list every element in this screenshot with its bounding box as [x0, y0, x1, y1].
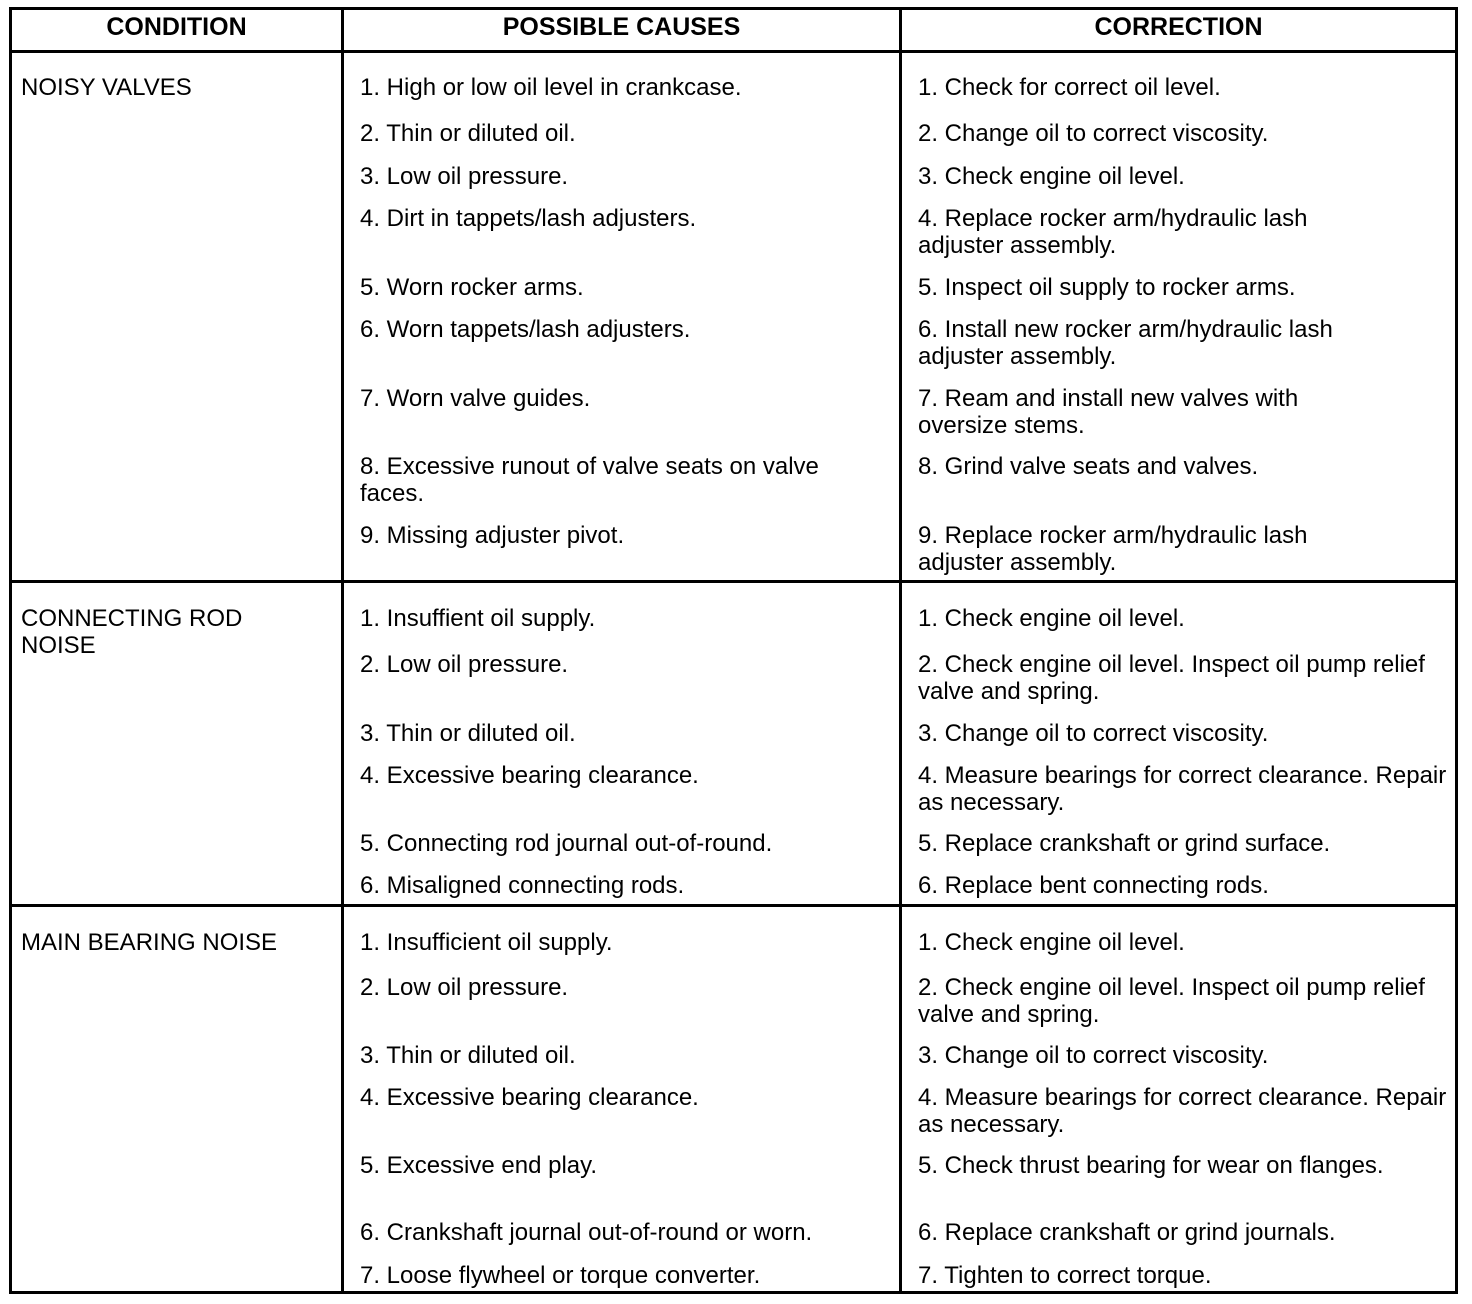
- cause-item: 3. Low oil pressure.: [360, 163, 569, 190]
- condition-connecting-rod-noise: CONNECTING ROD NOISE: [21, 605, 243, 659]
- cause-item: 2. Low oil pressure.: [360, 974, 569, 1001]
- cause-item: 1. Insufficient oil supply.: [360, 929, 613, 956]
- correction-item: 2. Check engine oil level. Inspect oil pump relief valve and spring.: [918, 651, 1425, 705]
- cause-item: 3. Thin or diluted oil.: [360, 720, 576, 747]
- cause-item: 3. Thin or diluted oil.: [360, 1042, 576, 1069]
- cause-item: 7. Loose flywheel or torque converter.: [360, 1262, 761, 1289]
- correction-item: 6. Replace bent connecting rods.: [918, 872, 1269, 899]
- correction-item: 3. Change oil to correct viscosity.: [918, 1042, 1269, 1069]
- condition-main-bearing-noise: MAIN BEARING NOISE: [21, 929, 278, 956]
- correction-item: 6. Replace crankshaft or grind journals.: [918, 1219, 1336, 1246]
- cause-item: 8. Excessive runout of valve seats on valve faces.: [360, 453, 819, 507]
- condition-noisy-valves: NOISY VALVES: [21, 74, 192, 101]
- correction-item: 9. Replace rocker arm/hydraulic lash adjuster assembly.: [918, 522, 1308, 576]
- correction-item: 3. Change oil to correct viscosity.: [918, 720, 1269, 747]
- correction-item: 4. Measure bearings for correct clearance. Repair as necessary.: [918, 762, 1447, 816]
- section-divider: [12, 580, 1455, 583]
- cause-item: 7. Worn valve guides.: [360, 385, 591, 412]
- cause-item: 1. High or low oil level in crankcase.: [360, 74, 742, 101]
- cause-item: 5. Worn rocker arms.: [360, 274, 584, 301]
- column-divider: [899, 10, 902, 1291]
- correction-item: 4. Measure bearings for correct clearance. Repair as necessary.: [918, 1084, 1447, 1138]
- cause-item: 4. Dirt in tappets/lash adjusters.: [360, 205, 697, 232]
- correction-item: 7. Tighten to correct torque.: [918, 1262, 1212, 1289]
- cause-item: 5. Connecting rod journal out-of-round.: [360, 830, 773, 857]
- correction-item: 2. Change oil to correct viscosity.: [918, 120, 1269, 147]
- correction-item: 8. Grind valve seats and valves.: [918, 453, 1259, 480]
- header-possible-causes: POSSIBLE CAUSES: [502, 13, 741, 41]
- section-divider: [12, 904, 1455, 907]
- cause-item: 2. Low oil pressure.: [360, 651, 569, 678]
- correction-item: 7. Ream and install new valves with oversize stems.: [918, 385, 1299, 439]
- cause-item: 6. Misaligned connecting rods.: [360, 872, 685, 899]
- correction-item: 5. Check thrust bearing for wear on flanges.: [918, 1152, 1384, 1179]
- cause-item: 5. Excessive end play.: [360, 1152, 598, 1179]
- header-correction: CORRECTION: [1094, 13, 1263, 41]
- correction-item: 1. Check engine oil level.: [918, 605, 1185, 632]
- cause-item: 1. Insuffient oil supply.: [360, 605, 596, 632]
- header-condition: CONDITION: [106, 13, 247, 41]
- correction-item: 5. Inspect oil supply to rocker arms.: [918, 274, 1296, 301]
- correction-item: 2. Check engine oil level. Inspect oil pump relief valve and spring.: [918, 974, 1425, 1028]
- correction-item: 1. Check for correct oil level.: [918, 74, 1221, 101]
- cause-item: 4. Excessive bearing clearance.: [360, 762, 699, 789]
- correction-item: 1. Check engine oil level.: [918, 929, 1185, 956]
- cause-item: 6. Crankshaft journal out-of-round or worn.: [360, 1219, 813, 1246]
- cause-item: 4. Excessive bearing clearance.: [360, 1084, 699, 1111]
- correction-item: 6. Install new rocker arm/hydraulic lash adjuster assembly.: [918, 316, 1333, 370]
- correction-item: 4. Replace rocker arm/hydraulic lash adjuster assembly.: [918, 205, 1308, 259]
- header-divider: [12, 50, 1455, 53]
- troubleshooting-table: [9, 7, 1458, 1294]
- cause-item: 6. Worn tappets/lash adjusters.: [360, 316, 691, 343]
- column-divider: [341, 10, 344, 1291]
- cause-item: 9. Missing adjuster pivot.: [360, 522, 625, 549]
- correction-item: 5. Replace crankshaft or grind surface.: [918, 830, 1331, 857]
- correction-item: 3. Check engine oil level.: [918, 163, 1185, 190]
- cause-item: 2. Thin or diluted oil.: [360, 120, 576, 147]
